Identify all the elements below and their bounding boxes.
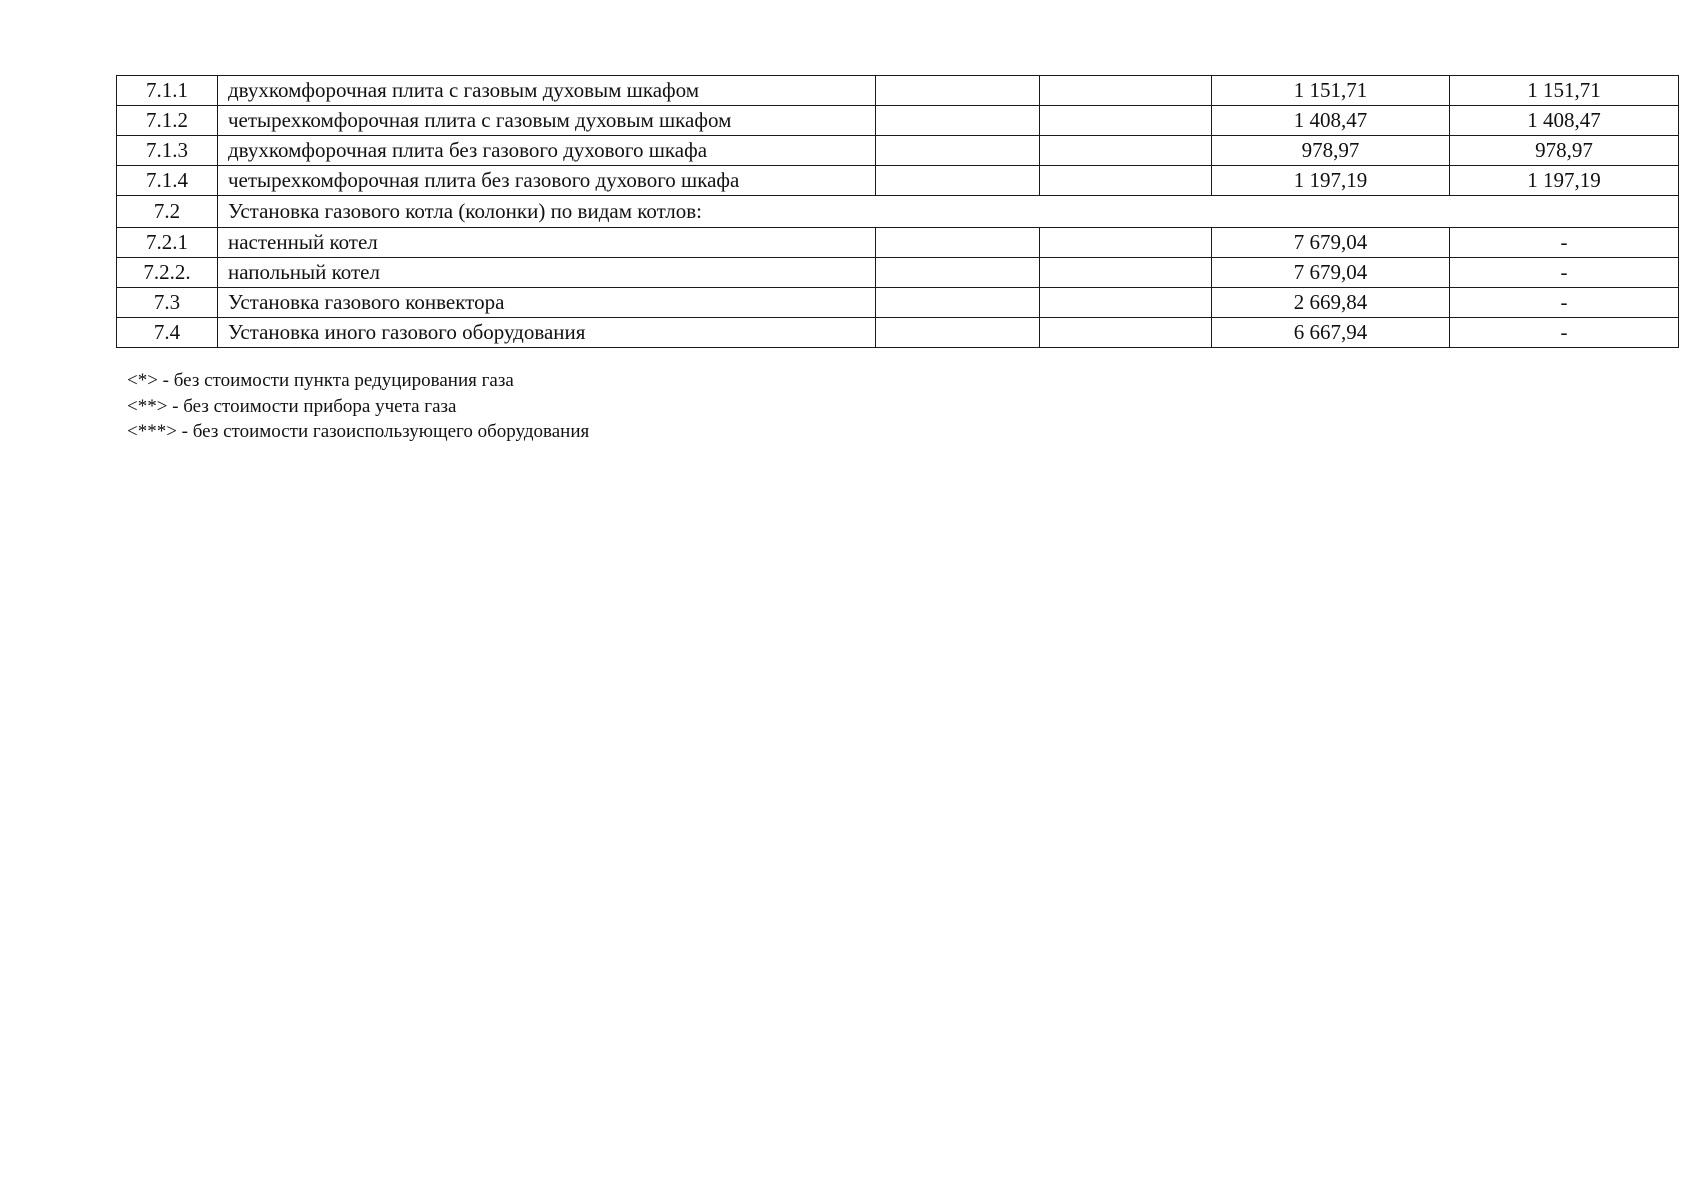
item-number: 7.3 [117,288,218,318]
price-value: 1 197,19 [1450,166,1679,196]
empty-cell [876,258,1040,288]
table-row [117,136,1679,166]
empty-cell [1040,228,1212,258]
item-number: 7.1.3 [117,136,218,166]
price-value: 1 408,47 [1212,106,1450,136]
price-value: 7 679,04 [1212,258,1450,288]
price-value: 2 669,84 [1212,288,1450,318]
footnote-gas-meter: <**> - без стоимости прибора учета газа [127,395,457,417]
empty-cell [876,228,1040,258]
price-value: 6 667,94 [1212,318,1450,348]
item-description: четырехкомфорочная плита с газовым духовым шкафом [218,106,876,136]
item-number: 7.1.2 [117,106,218,136]
empty-cell [1040,318,1212,348]
item-description: двухкомфорочная плита без газового духового шкафа [218,136,876,166]
empty-cell [1040,288,1212,318]
item-number: 7.4 [117,318,218,348]
item-description: двухкомфорочная плита с газовым духовым шкафом [218,76,876,106]
table-row [117,166,1679,196]
price-value: 1 197,19 [1212,166,1450,196]
table-row [117,258,1679,288]
table-row [117,318,1679,348]
price-value: 978,97 [1212,136,1450,166]
item-number: 7.2.2. [117,258,218,288]
empty-cell [1040,258,1212,288]
table-row [117,288,1679,318]
empty-cell [876,136,1040,166]
group-heading: Установка газового котла (колонки) по видам котлов: [218,196,1679,228]
item-description: Установка иного газового оборудования [218,318,876,348]
table-row [117,76,1679,106]
item-description: четырехкомфорочная плита без газового духового шкафа [218,166,876,196]
empty-cell [876,166,1040,196]
empty-cell [1040,136,1212,166]
footnotes [127,368,589,445]
price-value: 1 408,47 [1450,106,1679,136]
table-group-row [117,196,1679,228]
item-number: 7.1.1 [117,76,218,106]
item-number: 7.2.1 [117,228,218,258]
price-value: 1 151,71 [1450,76,1679,106]
item-description: напольный котел [218,258,876,288]
table-row [117,228,1679,258]
price-value: 1 151,71 [1212,76,1450,106]
empty-cell [1040,166,1212,196]
table-row [117,106,1679,136]
item-number: 7.1.4 [117,166,218,196]
empty-cell [876,288,1040,318]
price-table [116,75,1679,348]
footnote-gas-reduction: <*> - без стоимости пункта редуцирования газа [127,370,514,391]
price-value: - [1450,318,1679,348]
item-description: Установка газового конвектора [218,288,876,318]
price-value: - [1450,288,1679,318]
item-number: 7.2 [117,196,218,228]
item-description: настенный котел [218,228,876,258]
price-value: - [1450,228,1679,258]
footnote-gas-equipment: <***> - без стоимости газоиспользующего оборудования [127,421,590,442]
empty-cell [876,76,1040,106]
price-value: 978,97 [1450,136,1679,166]
empty-cell [876,106,1040,136]
empty-cell [1040,106,1212,136]
empty-cell [876,318,1040,348]
price-value: - [1450,258,1679,288]
empty-cell [1040,76,1212,106]
price-value: 7 679,04 [1212,228,1450,258]
